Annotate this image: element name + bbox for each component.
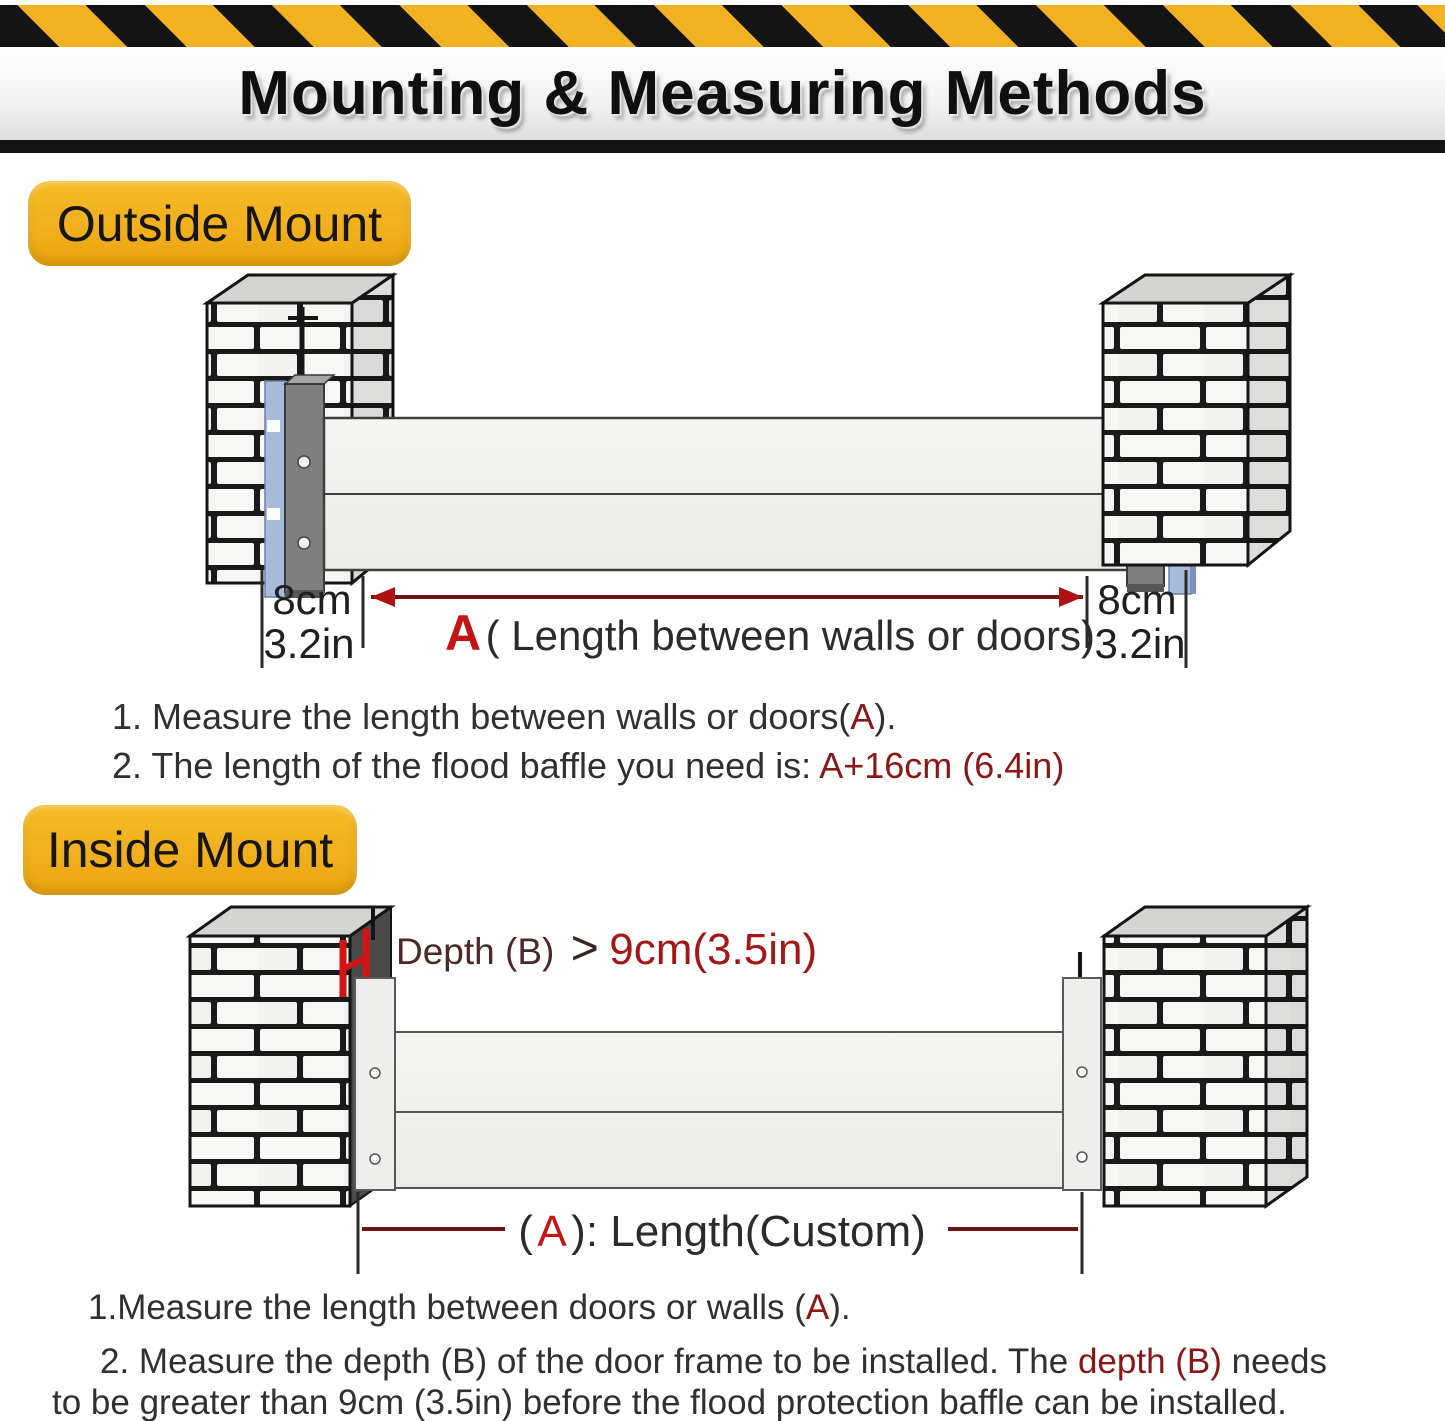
span-length-label: A ( Length between walls or doors) bbox=[445, 605, 1095, 661]
inside-mount-diagram bbox=[0, 900, 1445, 1278]
inside-flood-barrier bbox=[395, 1032, 1063, 1188]
screw-hole bbox=[1077, 1067, 1087, 1077]
outside-measurements bbox=[262, 570, 1186, 668]
screw-hole bbox=[1077, 1152, 1087, 1162]
header-divider-bar bbox=[0, 140, 1445, 153]
outside-instruction-1: 1. Measure the length between walls or doors(A). bbox=[112, 696, 897, 737]
custom-length-label: ( A ): Length(Custom) bbox=[518, 1207, 926, 1256]
screw-hole bbox=[298, 537, 310, 549]
outside-flood-barrier bbox=[324, 418, 1130, 570]
inside-mount-badge-label: Inside Mount bbox=[46, 822, 334, 878]
arrowhead-left-icon bbox=[371, 587, 395, 607]
outside-mount-badge-label: Outside Mount bbox=[56, 195, 383, 252]
outside-right-pillar bbox=[1103, 275, 1290, 565]
right-gap-in-label: 3.2in bbox=[1094, 620, 1186, 667]
title-band bbox=[0, 47, 1445, 140]
screw-hole bbox=[370, 1154, 380, 1164]
inside-left-channel-bracket bbox=[355, 978, 395, 1190]
arrowhead-right-icon bbox=[1059, 587, 1083, 607]
outside-mount-diagram bbox=[0, 268, 1445, 693]
page-title: Mounting & Measuring Methods bbox=[238, 59, 1207, 128]
inside-instruction-1: 1.Measure the length between doors or walls (A). bbox=[88, 1288, 851, 1327]
screw-hole bbox=[370, 1068, 380, 1078]
hazard-stripe-band bbox=[0, 5, 1445, 47]
left-gap-in-label: 3.2in bbox=[263, 620, 355, 667]
inside-right-pillar bbox=[1104, 907, 1307, 1206]
inside-mount-badge bbox=[23, 805, 357, 895]
outside-instruction-2: 2. The length of the flood baffle you need is: A+16cm (6.4in) bbox=[112, 745, 1065, 786]
inside-measurements bbox=[358, 1192, 1082, 1274]
screw-hole bbox=[298, 456, 310, 468]
left-gap-cm-label: 8cm bbox=[272, 576, 352, 623]
inside-instruction-2-continued: to be greater than 9cm (3.5in) before the flood protection baffle can be installed. bbox=[52, 1383, 1287, 1421]
outside-mount-badge bbox=[28, 181, 411, 266]
inside-instruction-2: 2. Measure the depth (B) of the door frame to be installed. The depth (B) needs bbox=[100, 1342, 1328, 1381]
right-gap-cm-label: 8cm bbox=[1097, 576, 1177, 623]
inside-right-channel-bracket bbox=[1063, 952, 1101, 1190]
depth-label: Depth (B) > 9cm(3.5in) bbox=[396, 922, 818, 975]
